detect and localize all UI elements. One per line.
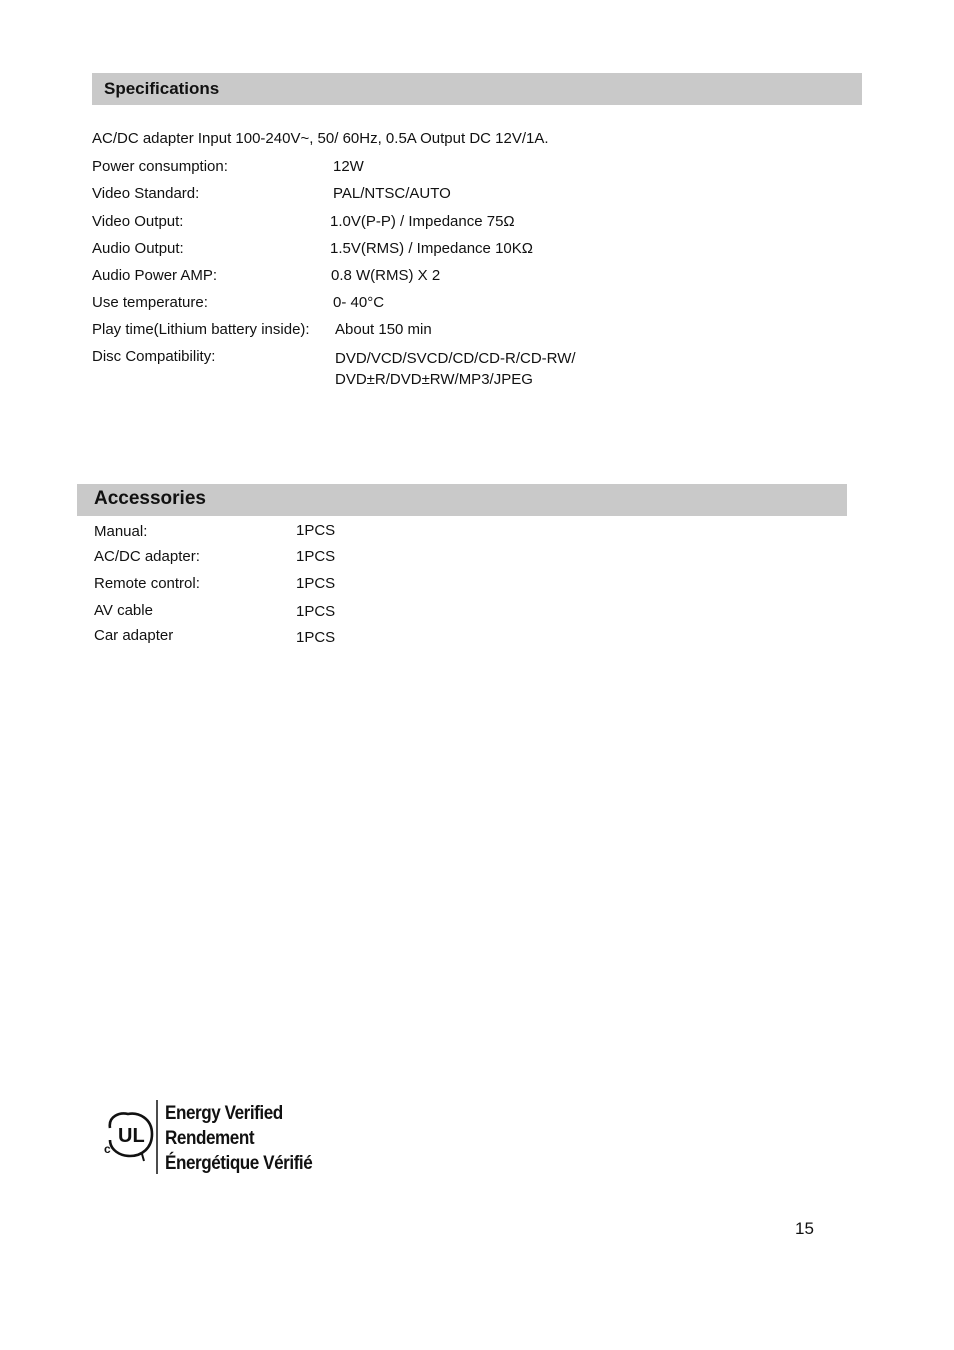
spec-label: Power consumption: — [92, 158, 228, 175]
accessory-label: AC/DC adapter: — [94, 548, 200, 565]
ul-letters: UL — [118, 1125, 145, 1147]
spec-label: Use temperature: — [92, 294, 208, 311]
logo-line: Energy Verified — [165, 1103, 283, 1124]
spec-label: Video Output: — [92, 213, 184, 230]
spec-label: Audio Power AMP: — [92, 267, 218, 284]
spec-value: 12W — [333, 158, 364, 175]
spec-value: 0.8 W(RMS) X 2 — [331, 267, 441, 284]
accessory-quantity: 1PCS — [296, 603, 336, 620]
spec-value-continued: DVD±R/DVD±RW/MP3/JPEG — [335, 371, 533, 388]
accessory-quantity: 1PCS — [296, 548, 336, 565]
accessory-quantity: 1PCS — [296, 629, 336, 646]
accessory-label: Manual: — [94, 523, 148, 540]
accessory-quantity: 1PCS — [296, 522, 336, 539]
specifications-header — [92, 73, 862, 105]
energy-verified-text — [165, 1101, 312, 1176]
spec-value: 1.0V(P-P) / Impedance 75Ω — [330, 213, 515, 230]
adapter-spec-line: AC/DC adapter Input 100-240V~, 50/ 60Hz, 0.5A Output DC 12V/1A. — [92, 130, 549, 147]
logo-line: Rendement — [165, 1128, 255, 1149]
spec-label: Video Standard: — [92, 185, 200, 202]
spec-value: PAL/NTSC/AUTO — [333, 185, 451, 202]
spec-value: About 150 min — [335, 321, 432, 338]
accessories-heading: Accessories — [94, 488, 206, 509]
accessory-quantity: 1PCS — [296, 575, 336, 592]
spec-label: Play time(Lithium battery inside): — [92, 321, 310, 338]
spec-label: Disc Compatibility: — [92, 348, 216, 365]
spec-value: 1.5V(RMS) / Impedance 10KΩ — [330, 240, 533, 257]
spec-value: 0- 40°C — [333, 294, 385, 311]
accessory-label: Remote control: — [94, 575, 200, 592]
accessory-label: Car adapter — [94, 627, 174, 644]
page-number: 15 — [795, 1219, 814, 1238]
specifications-heading: Specifications — [104, 79, 220, 98]
ul-c-mark: c — [104, 1142, 111, 1156]
spec-label: Audio Output: — [92, 240, 184, 257]
logo-line: Énergétique Vérifié — [165, 1153, 313, 1174]
ul-tick — [142, 1154, 144, 1161]
accessories-header — [77, 484, 847, 516]
spec-value: DVD/VCD/SVCD/CD/CD-R/CD-RW/ — [335, 350, 576, 367]
accessory-label: AV cable — [94, 602, 153, 619]
